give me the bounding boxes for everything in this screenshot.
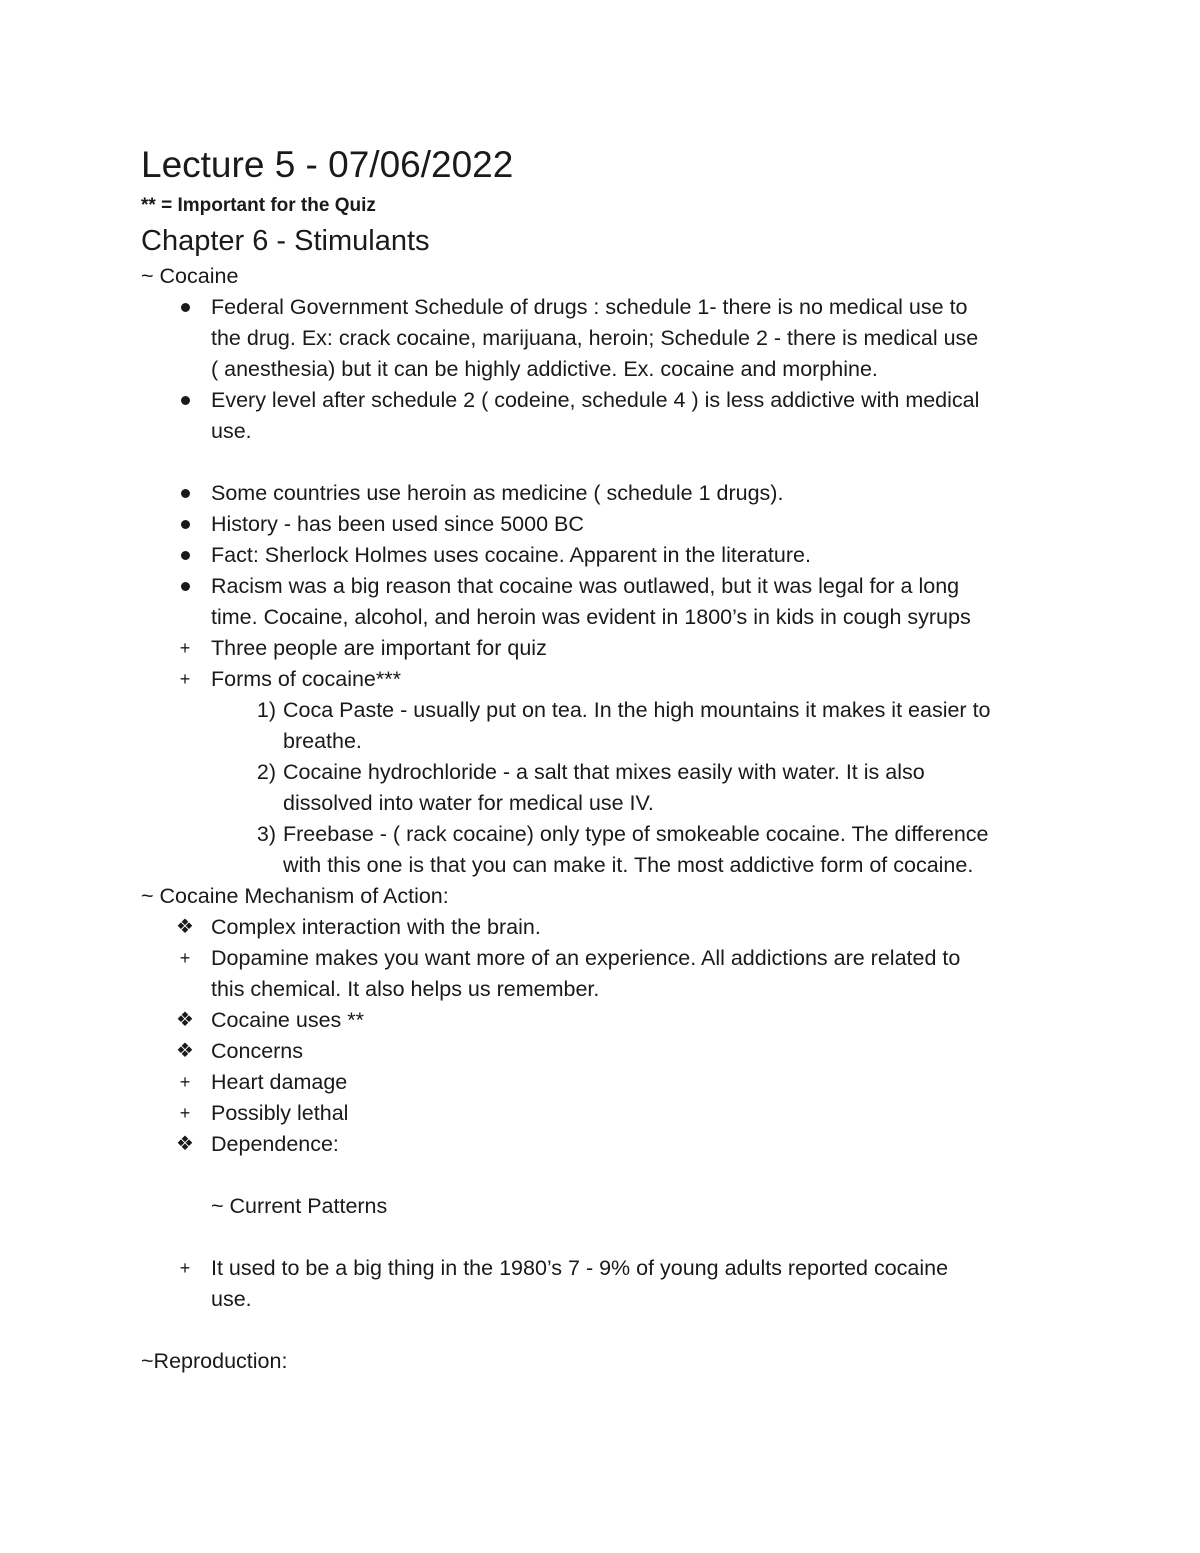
diamond-bullet-icon: ❖ bbox=[176, 1133, 194, 1155]
list-number: 1) bbox=[256, 698, 276, 722]
list-item-text: Cocaine hydrochloride - a salt that mixes easily with water. It is also bbox=[283, 760, 925, 784]
section-mechanism: ~ Cocaine Mechanism of Action: bbox=[141, 884, 449, 908]
list-item-text: breathe. bbox=[283, 729, 362, 753]
quiz-legend: ** = Important for the Quiz bbox=[141, 195, 376, 216]
list-item-text: Dopamine makes you want more of an experience. All addictions are related to bbox=[211, 946, 961, 970]
page-title: Lecture 5 - 07/06/2022 bbox=[141, 144, 514, 185]
list-item bbox=[0, 943, 1200, 974]
list-item bbox=[0, 509, 1200, 540]
list-item-text: Forms of cocaine*** bbox=[211, 667, 401, 691]
list-item bbox=[0, 695, 1200, 726]
list-item bbox=[0, 1098, 1200, 1129]
list-item bbox=[0, 819, 1200, 850]
plus-icon: + bbox=[179, 1072, 191, 1092]
list-item-text: the drug. Ex: crack cocaine, marijuana, heroin; Schedule 2 - there is medical use bbox=[211, 326, 979, 350]
list-item-text: use. bbox=[211, 419, 252, 443]
plus-icon: + bbox=[179, 638, 191, 658]
list-item-text: dissolved into water for medical use IV. bbox=[283, 791, 654, 815]
list-item-text: Coca Paste - usually put on tea. In the high mountains it makes it easier to bbox=[283, 698, 991, 722]
diamond-bullet-icon: ❖ bbox=[176, 1009, 194, 1031]
list-item-text: Complex interaction with the brain. bbox=[211, 915, 541, 939]
list-item-text: Some countries use heroin as medicine ( schedule 1 drugs). bbox=[211, 481, 784, 505]
list-item bbox=[0, 1253, 1200, 1284]
list-item-text: Heart damage bbox=[211, 1070, 348, 1094]
list-item bbox=[0, 664, 1200, 695]
list-item-text: Freebase - ( rack cocaine) only type of smokeable cocaine. The difference bbox=[283, 822, 989, 846]
list-item-text: this chemical. It also helps us remember. bbox=[211, 977, 600, 1001]
list-number: 3) bbox=[256, 822, 276, 846]
plus-icon: + bbox=[179, 669, 191, 689]
list-item-text: Racism was a big reason that cocaine was outlawed, but it was legal for a long bbox=[211, 574, 960, 598]
list-item-text: Dependence: bbox=[211, 1132, 339, 1156]
list-item bbox=[0, 385, 1200, 416]
list-item-text: Possibly lethal bbox=[211, 1101, 349, 1125]
list-item bbox=[0, 571, 1200, 602]
list-item bbox=[0, 1129, 1200, 1160]
list-item bbox=[0, 912, 1200, 943]
list-item bbox=[0, 633, 1200, 664]
bullet-dot-icon bbox=[172, 571, 198, 602]
list-item-text: with this one is that you can make it. The most addictive form of cocaine. bbox=[283, 853, 974, 877]
list-number: 2) bbox=[256, 760, 276, 784]
plus-icon: + bbox=[179, 1103, 191, 1123]
plus-icon: + bbox=[179, 1258, 191, 1278]
plus-icon: + bbox=[179, 948, 191, 968]
list-item-text: Fact: Sherlock Holmes uses cocaine. Apparent in the literature. bbox=[211, 543, 811, 567]
list-item bbox=[0, 1036, 1200, 1067]
list-item bbox=[0, 478, 1200, 509]
list-item-text: use. bbox=[211, 1287, 252, 1311]
bullet-dot-icon bbox=[172, 478, 198, 509]
list-item bbox=[0, 1067, 1200, 1098]
bullet-dot-icon bbox=[172, 385, 198, 416]
list-item bbox=[0, 292, 1200, 323]
bullet-dot-icon bbox=[172, 509, 198, 540]
diamond-bullet-icon: ❖ bbox=[176, 916, 194, 938]
list-item bbox=[0, 757, 1200, 788]
list-item-text: Federal Government Schedule of drugs : schedule 1- there is no medical use to bbox=[211, 295, 968, 319]
section-reproduction: ~Reproduction: bbox=[141, 1349, 288, 1373]
list-item-text: Cocaine uses ** bbox=[211, 1008, 364, 1032]
notes-body bbox=[0, 261, 1200, 1377]
chapter-heading: Chapter 6 - Stimulants bbox=[141, 225, 430, 257]
list-item bbox=[0, 540, 1200, 571]
diamond-bullet-icon: ❖ bbox=[176, 1040, 194, 1062]
list-item-text: Three people are important for quiz bbox=[211, 636, 547, 660]
list-item-text: History - has been used since 5000 BC bbox=[211, 512, 584, 536]
section-cocaine: ~ Cocaine bbox=[141, 264, 239, 288]
bullet-dot-icon bbox=[172, 540, 198, 571]
list-item-text: Concerns bbox=[211, 1039, 304, 1063]
list-item-text: It used to be a big thing in the 1980’s 7 - 9% of young adults reported cocaine bbox=[211, 1256, 949, 1280]
list-item-text: Every level after schedule 2 ( codeine, schedule 4 ) is less addictive with medical bbox=[211, 388, 980, 412]
section-current-patterns: ~ Current Patterns bbox=[211, 1194, 388, 1218]
bullet-dot-icon bbox=[172, 292, 198, 323]
list-item-text: time. Cocaine, alcohol, and heroin was evident in 1800’s in kids in cough syrups bbox=[211, 605, 971, 629]
list-item bbox=[0, 1005, 1200, 1036]
list-item-text: ( anesthesia) but it can be highly addictive. Ex. cocaine and morphine. bbox=[211, 357, 878, 381]
